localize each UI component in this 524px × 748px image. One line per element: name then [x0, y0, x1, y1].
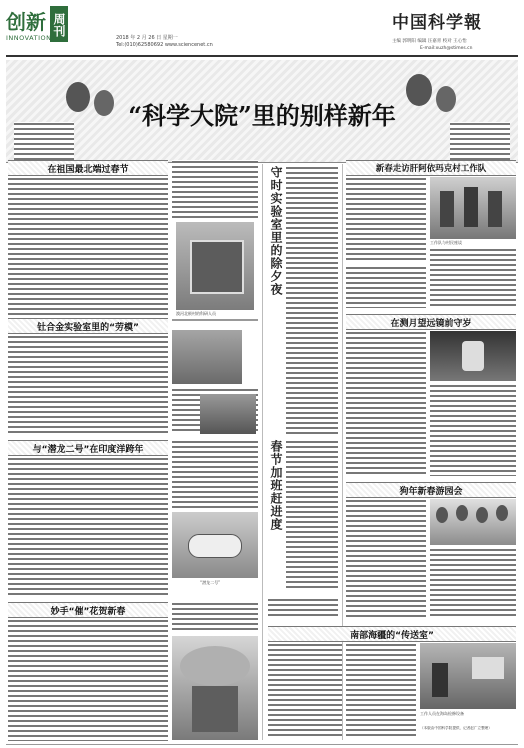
masthead [0, 0, 524, 62]
article-photo [430, 331, 516, 381]
article-title: 狗年新春游园会 [399, 486, 463, 497]
intro-text [450, 122, 510, 160]
article-title: 在测月望远镜前守岁 [390, 318, 472, 329]
vertical-title: 守时实验室里的除夕夜 [269, 166, 283, 296]
dateline: 2018 年 2 月 26 日 星期一 [116, 35, 178, 41]
article-photo [200, 394, 256, 434]
article-photo [430, 499, 516, 545]
article-title-banner [8, 602, 168, 618]
article-body [286, 166, 338, 436]
article-body [8, 177, 168, 315]
article-title-banner [8, 318, 168, 334]
footer-note: （本版由中国科学院提供，记者赵广立整理） [420, 726, 492, 730]
contact-line: Tel:(010)62580692 www.sciencenet.cn [116, 42, 213, 48]
article-body [8, 619, 168, 741]
article-title-banner [268, 626, 516, 642]
article-body [8, 335, 168, 435]
email-line: E-mail:xuzh@stimes.cn [420, 46, 473, 51]
article-body [346, 266, 426, 308]
article-body [286, 440, 338, 590]
article-body [172, 160, 258, 220]
article-body [172, 440, 258, 510]
article-body [346, 177, 426, 263]
article-body [8, 457, 168, 597]
article-body [172, 318, 258, 324]
article-title: 新春走访肝阿依玛克村工作队 [375, 164, 487, 174]
article-title: 在祖国最北端过春节 [47, 164, 129, 175]
article-body [346, 331, 426, 476]
main-title: “科学大院”里的别样新年 [128, 101, 396, 130]
article-title-banner [8, 440, 168, 456]
masthead-rule [6, 55, 518, 57]
article-photo [430, 177, 516, 239]
column-divider [342, 164, 343, 740]
article-body [268, 598, 338, 618]
article-body [172, 602, 258, 632]
article-photo [172, 512, 258, 578]
article-title: 妙手“催”花贺新春 [50, 606, 126, 617]
article-title: 南部海疆的“传送室” [350, 630, 434, 641]
article-title-banner [8, 160, 168, 176]
section-en: INNOVATION [6, 34, 52, 42]
photo-caption: “潜龙二号” [200, 580, 221, 585]
photo-caption: 工作人员在海岛检修设备 [420, 711, 464, 716]
article-title-banner [346, 482, 516, 498]
section-badge: 周刊 [50, 6, 68, 42]
article-photo [172, 636, 258, 740]
article-body [268, 643, 342, 739]
intro-text [14, 122, 74, 160]
article-title-banner [346, 160, 516, 176]
section-name: 创新 [6, 10, 46, 34]
article-title: 与“潜龙二号”在印度洋跨年 [32, 444, 144, 455]
article-title: 钍合金实验室里的“劳模” [37, 322, 139, 333]
column-divider [262, 164, 263, 740]
photo-caption: 工作队与村民座谈 [430, 240, 462, 245]
vertical-title: 春节加班赶进度 [269, 440, 283, 531]
page-bottom-rule [6, 744, 518, 745]
staff-line: 主编 郭明阳 编辑 汪嘉青 校对 王心怡 [392, 39, 467, 44]
article-body [430, 248, 516, 308]
title-banner [6, 60, 518, 163]
article-body [430, 548, 516, 618]
paper-name: 中国科学報 [392, 13, 482, 33]
article-photo [420, 643, 516, 709]
article-title-banner [346, 314, 516, 330]
article-body [430, 384, 516, 476]
article-body [346, 499, 426, 619]
article-body [346, 643, 416, 739]
article-photo [172, 330, 242, 384]
article-photo [176, 222, 254, 310]
photo-caption: 漠河北极村的科研人员 [176, 311, 216, 316]
